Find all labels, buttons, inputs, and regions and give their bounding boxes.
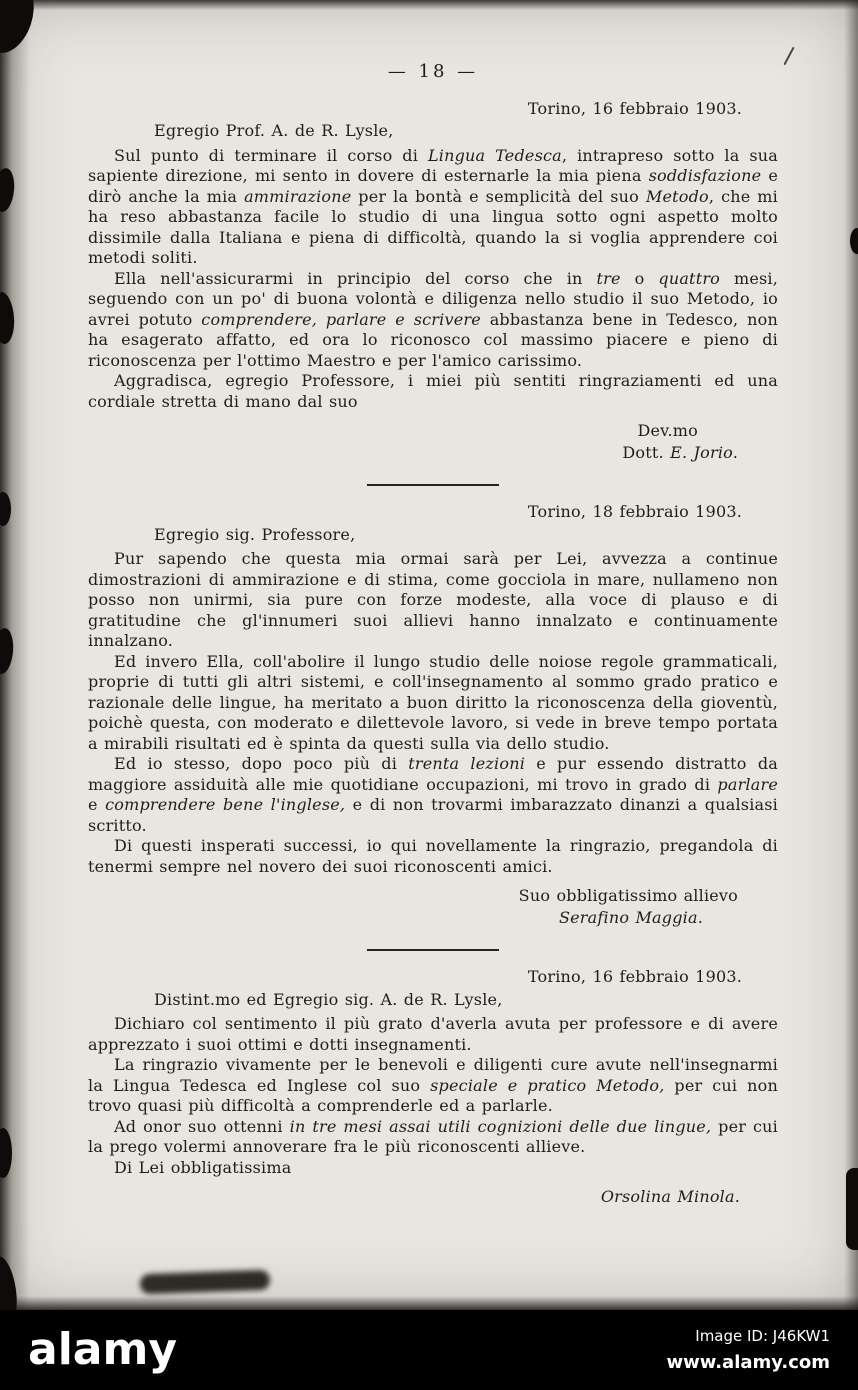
scan-artifact	[850, 228, 858, 254]
alamy-logo: alamy	[28, 1324, 177, 1375]
image-id-label: Image ID: J46KW1	[695, 1327, 830, 1345]
scan-edge-right	[844, 0, 858, 1310]
scan-artifact	[846, 1168, 858, 1250]
letter-2	[88, 502, 778, 929]
letter-2-signature: Serafino Maggia.	[558, 908, 703, 927]
letter-1	[88, 99, 778, 465]
watermark-bar	[0, 1310, 858, 1390]
letter-3-signature: Orsolina Minola.	[600, 1187, 740, 1206]
section-divider	[367, 484, 499, 486]
letter-2-paragraph-1: Pur sapendo che questa mia ormai sarà per Lei, avvezza a continue dimostrazioni di ammirazione e di stima, come gocciola in mare, nullameno non posso non unirmi, sia pure con forze modeste, alla voce di plauso e di gratitudine che gl'innumeri suoi allievi hanno innalzato e continuamente innalzano.	[88, 549, 778, 650]
page-content	[88, 62, 778, 1300]
section-divider	[367, 949, 499, 951]
letter-1-paragraph-3: Aggradisca, egregio Professore, i miei più sentiti ringraziamenti ed una cordiale stretta di mano dal suo	[88, 371, 778, 411]
letter-3-paragraph-4: Di Lei obbligatissima	[114, 1157, 292, 1177]
watermark-info	[666, 1327, 830, 1373]
letter-1-paragraph-2: Ella nell'assicurarmi in principio del corso che in tre o quattro mesi, seguendo con un po' di buona volontà e diligenza nello studio il suo Metodo, io avrei potuto comprendere, parlare e scrivere abbastanza bene in Tedesco, non ha esagerato affatto, ed ora lo riconosco col massimo piacere e pieno di riconoscenza per l'ottimo Maestro e per l'amico carissimo.	[88, 268, 778, 370]
letter-2-valediction: Suo obbligatissimo allievo	[518, 886, 738, 905]
letter-3	[88, 967, 778, 1208]
scan-edge-top	[0, 0, 858, 10]
letter-2-paragraph-2: Ed invero Ella, coll'abolire il lungo studio delle noiose regole grammaticali, proprie di tutti gli altri sistemi, e coll'insegnamento al sommo grado pratico e razionale delle lingue, ha meritato a buon diritto la riconoscenza della gioventù, poichè questa, con moderato e dilettevole lavoro, si vede in breve tempo portata a mirabili risultati ed è spinta da questi sulla via dello studio.	[88, 651, 778, 753]
letter-1-paragraph-1: Sul punto di terminare il corso di Lingua Tedesca, intrapreso sotto la sua sapiente direzione, mi sento in dovere di esternarle la mia piena soddisfazione e dirò anche la mia ammirazione per la bontà e semplicità del suo Metodo, che mi ha reso abbastanza facile lo studio di una lingua sotto ogni aspetto molto dissimile dalla Italiana e piena di difficoltà, quando la si voglia apprendere coi metodi soliti.	[88, 145, 778, 267]
letter-3-paragraph-2: La ringrazio vivamente per le benevoli e diligenti cure avute nell'insegnarmi la Lingua Tedesca ed Inglese col suo speciale e pratico Metodo, per cui non trovo quasi più difficoltà a comprenderle ed a parlarle.	[88, 1055, 778, 1115]
letter-1-date: Torino, 16 febbraio 1903.	[527, 98, 742, 118]
scan-artifact	[783, 47, 794, 66]
page-number: — 18 —	[387, 62, 479, 82]
letter-2-salutation: Egregio sig. Professore,	[154, 524, 356, 544]
alamy-website: www.alamy.com	[666, 1352, 830, 1373]
letter-1-salutation: Egregio Prof. A. de R. Lysle,	[154, 121, 394, 140]
letter-2-date: Torino, 18 febbraio 1903.	[527, 502, 742, 521]
letter-2-paragraph-3: Ed io stesso, dopo poco più di trenta lezioni e pur essendo distratto da maggiore assiduità alle mie quotidiane occupazioni, mi trovo in grado di parlare e comprendere bene l'inglese, e di non trovarmi imbarazzato dinanzi a qualsiasi scritto.	[88, 754, 778, 835]
letter-3-date: Torino, 16 febbraio 1903.	[527, 967, 742, 986]
letter-1-signature: Dott. E. Jorio.	[622, 443, 738, 462]
letter-1-valediction: Dev.mo	[637, 421, 698, 440]
letter-3-paragraph-3: Ad onor suo ottenni in tre mesi assai utili cognizioni delle due lingue, per cui la prego volermi annoverare fra le più riconoscenti allieve.	[88, 1116, 778, 1156]
letter-2-paragraph-4: Di questi insperati successi, io qui novellamente la ringrazio, pregandola di tenermi sempre nel novero dei suoi riconoscenti amici.	[88, 836, 778, 876]
letter-3-salutation: Distint.mo ed Egregio sig. A. de R. Lysle,	[154, 989, 503, 1009]
letter-3-paragraph-1: Dichiaro col sentimento il più grato d'averla avuta per professore e di avere apprezzato i suoi ottimi e dotti insegnamenti.	[88, 1014, 778, 1054]
